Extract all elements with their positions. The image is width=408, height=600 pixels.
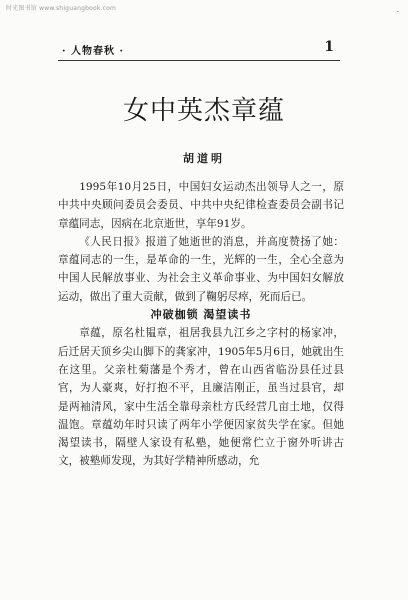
paragraph: 章蕴，原名杜韫章，祖居我县九江乡之字村的杨家冲，后迁居天顶乡尖山脚下的龚家冲，1905年5月6日，她就出生在这里。父亲杜菊藩是个秀才，曾在山西省临汾县任过县官，为人豪爽，好打抱不平，且廉洁刚正，虽当过县官，却是两袖清风，家中生活全靠母亲杜方氏经营几亩土地，仅得温饱。章蕴幼年时只读了两年小学便因家贫失学在家。但她渴望读书，隔壁人家设有私塾，她便常伫立于窗外听讲古文，被塾师发现，为其好学精神所感动，允 <box>58 327 344 468</box>
header-divider <box>58 60 340 61</box>
paragraph: 《人民日报》报道了她逝世的消息，并高度赞扬了她：章蕴同志的一生，是革命的一生，光辉的一生，全心全意为中国人民解放事业、为社会主义革命事业、为中国妇女解放运动，做出了重大贡献，做到了鞠躬尽瘁，死而后已。 <box>58 235 344 303</box>
section-label: · 人物春秋 · <box>62 46 124 57</box>
page-header <box>62 39 334 58</box>
article-title: 女中英杰章蕴 <box>122 96 285 126</box>
corner-mark: · <box>395 8 400 16</box>
article-author: 胡道明 <box>183 152 225 165</box>
page-number: 1 <box>324 39 334 55</box>
watermark: 时光图书馆 www.shiguangbook.com <box>6 5 117 12</box>
paragraph: 1995年10月25日，中国妇女运动杰出领导人之一，原中共中央顾问委员会委员、中共中央纪律检查委员会副书记章蕴同志，因病在北京逝世，享年91岁。 <box>58 181 344 230</box>
section-subheading: 冲破枷锁 渴望读书 <box>150 308 252 322</box>
article-body <box>58 178 344 471</box>
